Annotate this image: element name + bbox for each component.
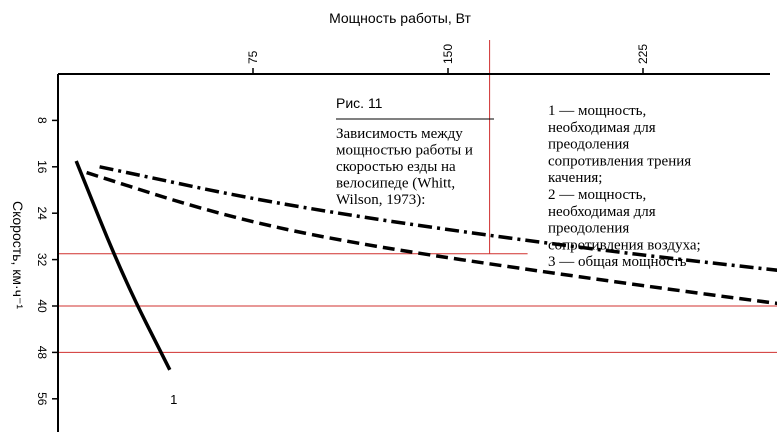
series-1-label: 1 — [170, 391, 178, 407]
series-1-line — [76, 161, 170, 370]
y-ticks — [35, 117, 58, 406]
legend-line: 1 — мощность, — [548, 103, 647, 119]
legend-line: качения; — [548, 170, 603, 187]
legend-line: 3 — общая мощность — [548, 254, 687, 271]
y-tick-label: 16 — [35, 160, 49, 174]
caption-line: Зависимость между — [336, 126, 463, 142]
x-tick-label: 225 — [636, 43, 650, 64]
legend-line: сопротивления трения — [548, 153, 692, 170]
legend — [548, 103, 701, 270]
figure-caption — [336, 126, 473, 208]
y-tick-label: 32 — [35, 252, 49, 267]
caption-line: скоростью езды на — [336, 159, 456, 175]
caption-line: мощностью работы и — [336, 142, 473, 159]
legend-line: сопротивления воздуха; — [548, 237, 701, 254]
caption-line: Wilson, 1973): — [336, 192, 426, 208]
legend-line: 2 — мощность, — [548, 187, 647, 203]
y-tick-label: 8 — [35, 117, 49, 124]
legend-line: необходимая для — [548, 203, 656, 220]
x-tick-label: 150 — [441, 43, 455, 64]
y-tick-label: 48 — [35, 345, 49, 360]
x-axis-title: Мощность работы, Вт — [329, 10, 471, 26]
caption-line: велосипеде (Whitt, — [336, 175, 456, 192]
y-axis-title: Скорость, км·ч⁻¹ — [10, 201, 26, 309]
x-tick-label: 75 — [246, 50, 260, 64]
y-tick-label: 40 — [35, 299, 49, 313]
y-tick-label: 56 — [35, 392, 49, 406]
x-ticks — [246, 44, 777, 74]
legend-line: преодоления — [548, 220, 630, 237]
legend-line: необходимая для — [548, 119, 656, 136]
y-tick-label: 24 — [35, 206, 49, 220]
figure-title: Рис. 11 — [336, 95, 383, 111]
legend-line: преодоления — [548, 136, 630, 153]
series-labels — [170, 372, 777, 407]
